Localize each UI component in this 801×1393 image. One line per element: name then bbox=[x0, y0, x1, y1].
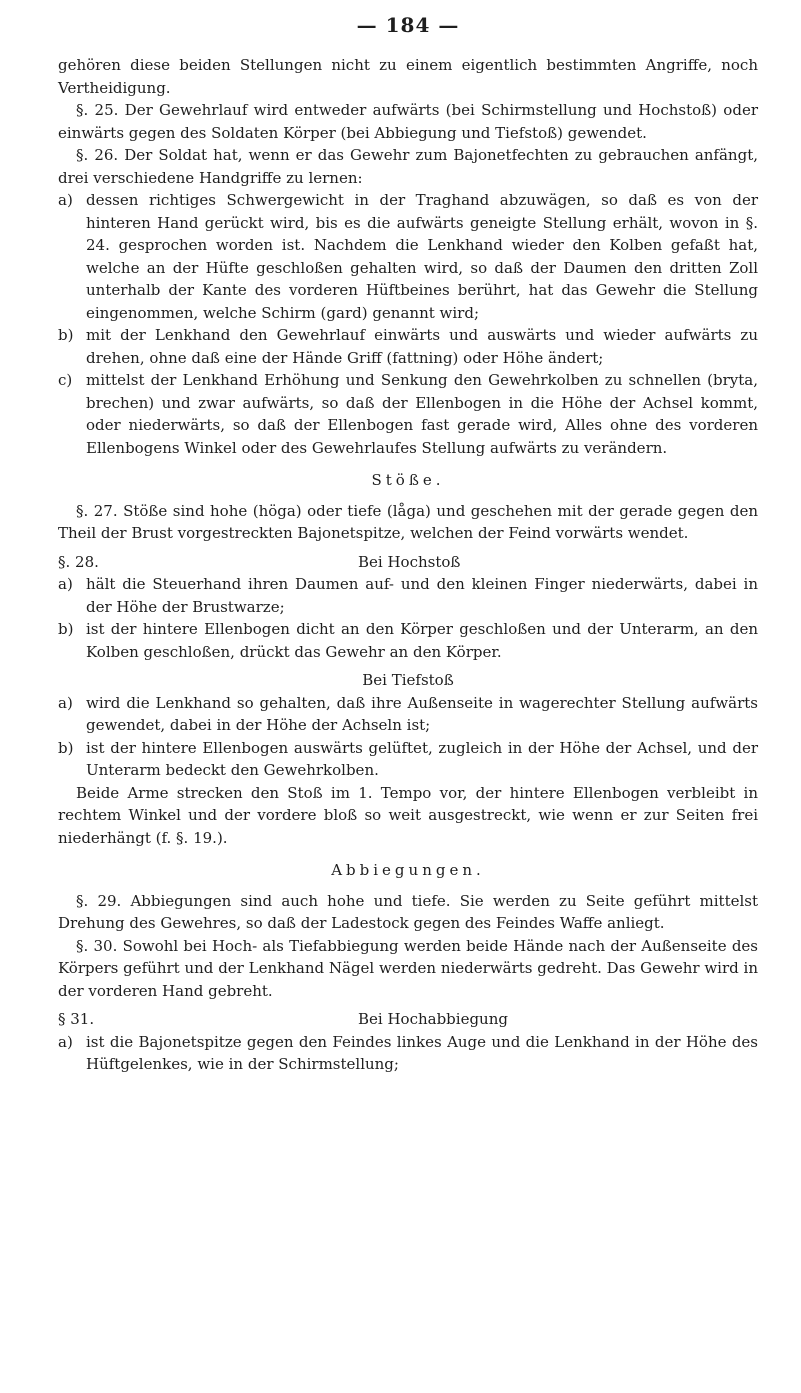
section-number: §. 28. bbox=[58, 552, 99, 571]
document-page bbox=[58, 0, 758, 1393]
subsection-title-tiefstoss: Bei Tiefstoß bbox=[362, 671, 454, 689]
list-item-31a bbox=[58, 1031, 758, 1076]
list-item-26c bbox=[58, 369, 758, 459]
item-text: hält die Steuerhand ihren Daumen auf- und den kleinen Finger niederwärts, dabei in der Höhe der Brustwarze; bbox=[86, 575, 758, 616]
paragraph-continuation: gehören diese beiden Stellungen nicht zu einem eigentlich bestimmten Angriffe, noch Vertheidigung. bbox=[58, 56, 758, 97]
paragraph-26: §. 26. Der Soldat hat, wenn er das Gewehr zum Bajonetfechten zu gebrauchen anfängt, drei verschiedene Handgriffe zu lernen: bbox=[58, 146, 758, 187]
paragraph-27: §. 27. Stöße sind hohe (höga) oder tiefe (låga) und geschehen mit der gerade gegen den Theil der Brust vorgestreckten Bajonetspitze, welchen der Feind vorwärts wendet. bbox=[58, 501, 758, 542]
subsection-title: Bei Hochabbiegung bbox=[358, 1010, 508, 1028]
item-label: a) bbox=[58, 191, 73, 209]
list-item-26b bbox=[58, 324, 758, 369]
subsection-title: Bei Hochstoß bbox=[358, 552, 461, 571]
page-number: — 184 — bbox=[356, 13, 460, 37]
list-item-28a bbox=[58, 573, 758, 618]
list-item-26a bbox=[58, 189, 758, 324]
item-label: a) bbox=[58, 693, 73, 712]
paragraph-30: §. 30. Sowohl bei Hoch- als Tiefabbiegung werden beide Hände nach der Außenseite des Körpers geführt und der Lenkhand Nägel werden niederwärts gedreht. Das Gewehr wird in der vorderen Hand gebreht. bbox=[58, 936, 758, 1000]
item-label: a) bbox=[58, 1032, 73, 1051]
list-item-tief-b bbox=[58, 737, 758, 782]
item-text: ist die Bajonetspitze gegen den Feindes linkes Auge und die Lenkhand in der Höhe des Hüftgelenkes, wie in der Schirmstellung; bbox=[86, 1032, 758, 1073]
item-text: dessen richtiges Schwergewicht in der Traghand abzuwägen, so daß es von der hinteren Hand gerückt wird, bis es die aufwärts geneigte Stellung erhält, wovon in §. 24. gesprochen worden ist. Nachdem die Lenkhand wieder den Kolben gefaßt hat, welche an der Hüfte geschloßen gehalten wird, so daß der Daumen den dritten Zoll unterhalb der Kante des vorderen Hüftbeines berührt, hat das Gewehr die Stellung eingenommen, welche Schirm (gard) genannt wird; bbox=[86, 191, 758, 322]
item-label: b) bbox=[58, 620, 74, 638]
list-item-tief-a bbox=[58, 692, 758, 737]
section-heading-abbiegungen: Abbiegungen. bbox=[331, 861, 485, 879]
item-label: a) bbox=[58, 575, 73, 593]
paragraph-25: §. 25. Der Gewehrlauf wird entweder aufwärts (bei Schirmstellung und Hochstoß) oder einwärts gegen des Soldaten Körper (bei Abbiegung und Tiefstoß) gewendet. bbox=[58, 101, 758, 142]
paragraph-29: §. 29. Abbiegungen sind auch hohe und tiefe. Sie werden zu Seite geführt mittelst Drehung des Gewehres, so daß der Ladestock gegen des Feindes Waffe anliegt. bbox=[58, 891, 758, 932]
item-text: ist der hintere Ellenbogen dicht an den Körper geschloßen und der Unterarm, an den Kolben geschloßen, drückt das Gewehr an den Körper. bbox=[86, 620, 758, 661]
section-heading-stoesse: Stöße. bbox=[371, 471, 445, 489]
item-text: wird die Lenkhand so gehalten, daß ihre Außenseite in wagerechter Stellung aufwärts gewendet, dabei in der Höhe der Achseln ist; bbox=[86, 693, 758, 734]
item-label: b) bbox=[58, 738, 74, 757]
item-text: mit der Lenkhand den Gewehrlauf einwärts und auswärts und wieder aufwärts zu drehen, ohne daß eine der Hände Griff (fattning) oder Höhe ändert; bbox=[86, 326, 758, 367]
item-text: ist der hintere Ellenbogen auswärts gelüftet, zugleich in der Höhe der Achsel, und der Unterarm bedeckt den Gewehrkolben. bbox=[86, 738, 758, 779]
list-item-28b bbox=[58, 618, 758, 663]
item-label: c) bbox=[58, 371, 73, 389]
item-label: b) bbox=[58, 326, 74, 344]
section-number: § 31. bbox=[58, 1010, 95, 1028]
paragraph-31-header bbox=[58, 1008, 758, 1031]
paragraph-28-header bbox=[58, 551, 758, 574]
item-text: mittelst der Lenkhand Erhöhung und Senkung den Gewehrkolben zu schnellen (bryta, brechen) und zwar aufwärts, so daß der Ellenbogen in die Höhe der Achsel kommt, oder niederwärts, so daß der Ellenbogen fast gerade wird, Alles ohne des vorderen Ellenbogens Winkel oder des Gewehrlaufes Stellung aufwärts zu verändern. bbox=[86, 371, 758, 457]
paragraph-beide: Beide Arme strecken den Stoß im 1. Tempo vor, der hintere Ellenbogen verbleibt in rechtem Winkel und der vordere bloß so weit ausgestreckt, wie wenn er zur Seiten frei niederhängt (f. §. 19.). bbox=[58, 783, 758, 847]
